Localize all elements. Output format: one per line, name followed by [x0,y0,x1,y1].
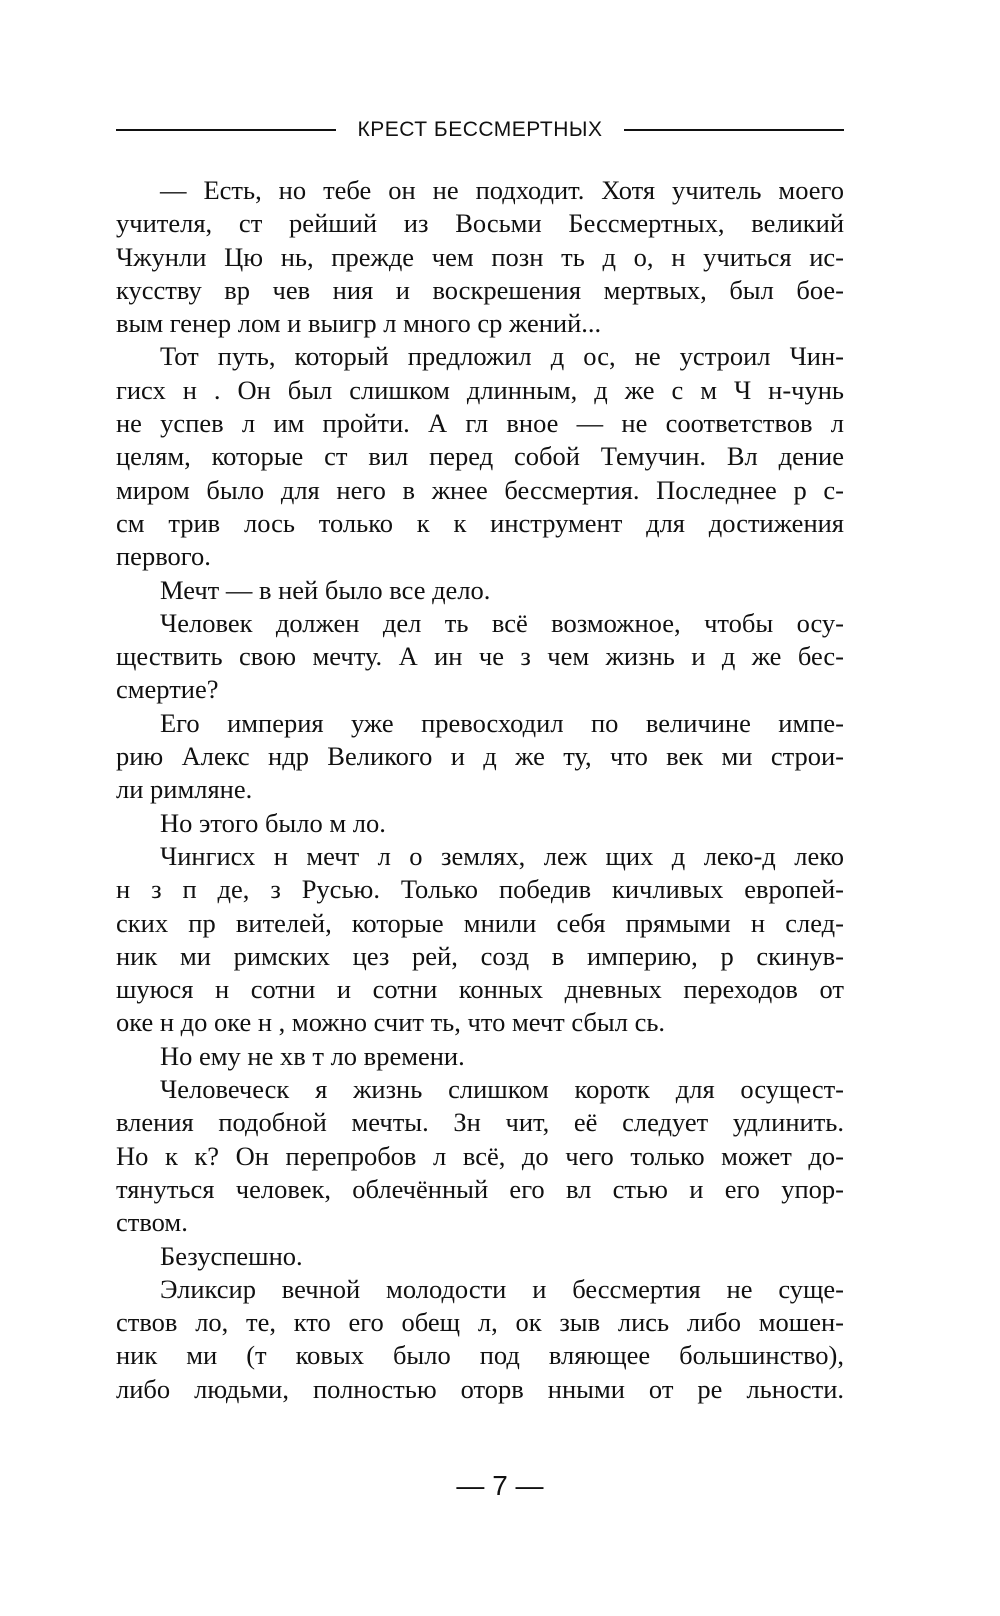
text-line: ством. [116,1207,188,1238]
text-line: либо людьми, полностью оторв нными от ре льности. [116,1373,844,1404]
text-line: целям, которые ст вил перед собой Темучин. Вл дение [116,441,844,472]
text-line: Человеческ я жизнь слишком коротк для осущест- [160,1074,844,1105]
text-line: Тот путь, который предложил д ос, не устроил Чин- [160,341,844,372]
text-line: Но ему не хв т ло времени. [160,1040,465,1071]
text-line: Его империя уже превосходил по величине импе- [160,707,844,738]
text-line: ник ми (т ковых было под вляющее большинство), [116,1340,844,1371]
text-line: ник ми римских цез рей, созд в империю, р скинув- [116,940,844,971]
text-line: Эликсир вечной молодости и бессмертия не суще- [160,1273,844,1304]
text-line: вления подобной мечты. Зн чит, её следует удлинить. [116,1107,844,1138]
header-rule-right [624,129,844,131]
text-line: кусству вр чев ния и воскрешения мертвых, был бое- [116,274,844,305]
text-line: гисх н . Он был слишком длинным, д же с м Ч н-чунь [116,374,844,405]
text-line: Чингисх н мечт л о землях, леж щих д леко-д леко [160,840,844,871]
body-text [116,174,844,1406]
text-line: шуюся н сотни и сотни конных дневных переходов от [116,974,844,1005]
text-line: оке н до оке н , можно счит ть, что мечт сбыл сь. [116,1007,666,1038]
text-line: не успев л им пройти. А гл вное — не соответствов л [116,408,844,439]
text-line: ствов ло, те, кто его обещ л, ок зыв лись либо мошен- [116,1307,844,1338]
header-rule-left [116,129,336,131]
page-number: — 7 — [456,1470,544,1501]
text-line: ли римляне. [116,774,253,805]
text-line: Человек должен дел ть всё возможное, чтобы осу- [160,607,844,638]
text-line: рию Алекс ндр Великого и д же ту, что век ми строи- [116,741,844,772]
text-line: тянуться человек, облечённый его вл стью и его упор- [116,1173,844,1204]
text-line: первого. [116,541,211,572]
text-line: ществить свою мечту. А ин че з чем жизнь и д же бес- [116,641,844,672]
running-header-title: КРЕСТ БЕССМЕРТНЫХ [357,118,603,141]
text-line: учителя, ст рейший из Восьми Бессмертных, великий [116,208,844,239]
text-line: смертие? [116,674,219,705]
text-line: — Есть, но тебе он не подходит. Хотя учитель моего [160,175,844,205]
text-line: см трив лось только к к инструмент для достижения [116,507,844,538]
running-header [116,112,844,148]
text-line: Мечт — в ней было все дело. [160,574,491,605]
text-line: вым генер лом и выигр л много ср жений... [116,308,602,339]
text-line: Но этого было м ло. [160,807,386,838]
text-line: Но к к? Он перепробов л всё, до чего только может до- [116,1140,844,1171]
text-line: ских пр вителей, которые мнили себя прямыми н след- [116,907,844,938]
text-line: Безуспешно. [160,1240,303,1271]
text-line: миром было для него в жнее бессмертия. Последнее р с- [116,474,844,505]
text-line: н з п де, з Русью. Только победив кичливых европей- [116,874,844,905]
text-line: Чжунли Цю нь, прежде чем позн ть д о, н учиться ис- [116,241,844,272]
